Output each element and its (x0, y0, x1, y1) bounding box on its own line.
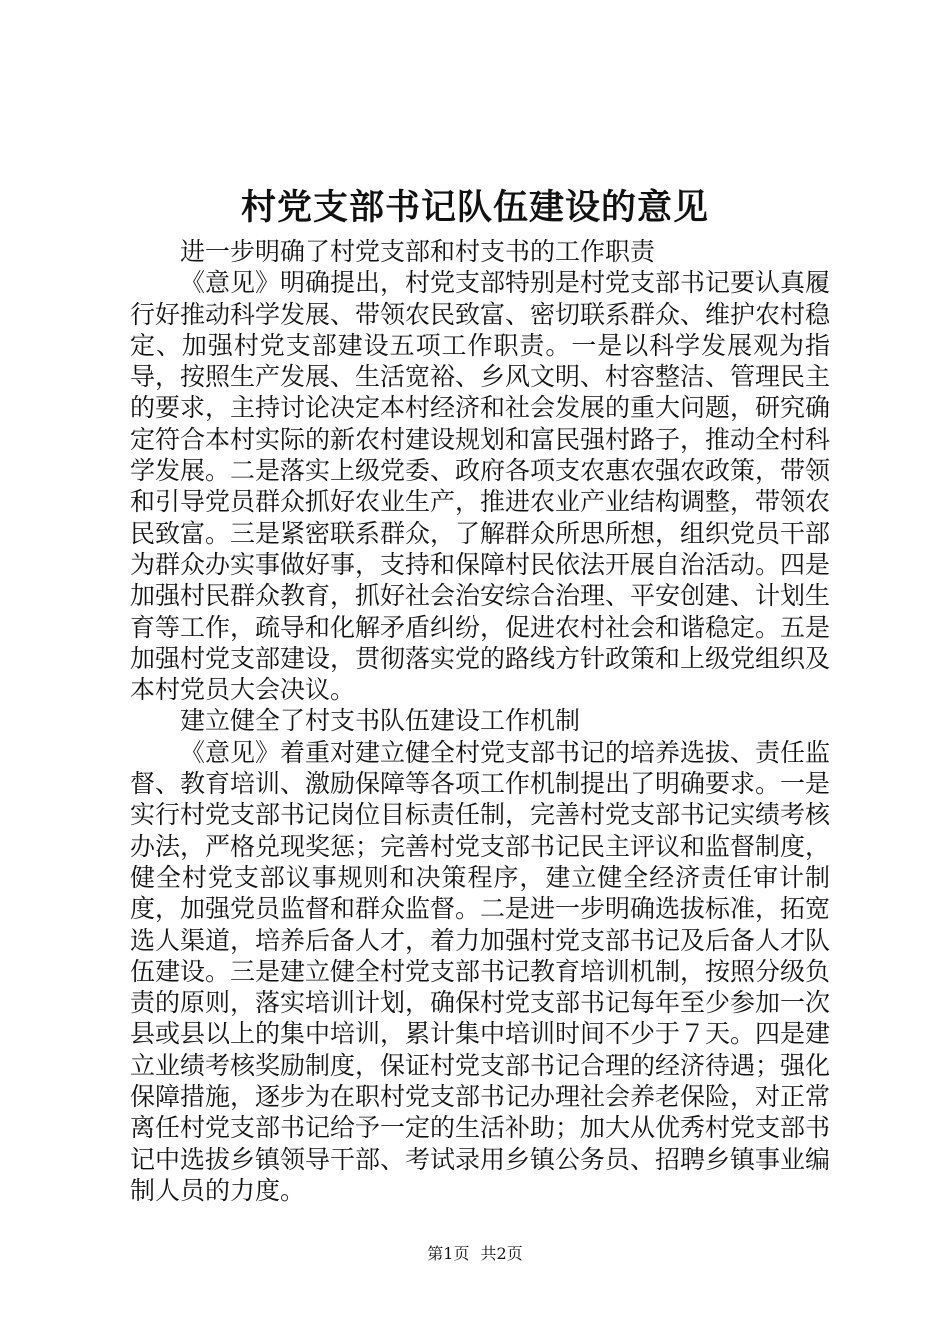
document-title: 村党支部书记队伍建设的意见 (240, 187, 709, 228)
document-body (130, 236, 830, 1206)
page-number-total: 共2页 (480, 1244, 523, 1263)
section-heading-mechanism: 建立健全了村支书队伍建设工作机制 (180, 706, 581, 736)
section-heading-duties: 进一步明确了村党支部和村支书的工作职责 (180, 237, 656, 266)
page-number-current: 第1页 (427, 1244, 470, 1263)
section-paragraph-mechanism: 《意见》着重对建立健全村党支部书记的培养选拔、责任监督、教育培训、激励保障等各项工作机制提出了明确要求。一是实行村党支部书记岗位目标责任制，完善村党支部书记实绩考核办法，严格兑现奖惩；完善村党支部书记民主评议和监督制度，健全村党支部议事规则和决策程序，建立健全经济责任审计制度，加强党员监督和群众监督。二是进一步明确选拔标准，拓宽选人渠道，培养后备人才，着力加强村党支部书记及后备人才队伍建设。三是建立健全村党支部书记教育培训机制，按照分级负责的原则，落实培训计划，确保村党支部书记每年至少参加一次县或县以上的集中培训，累计集中培训时间不少于７天。四是建立业绩考核奖励制度，保证村党支部书记合理的经济待遇；强化保障措施，逐步为在职村党支部书记办理社会养老保险，对正常离任村党支部书记给予一定的生活补助；加大从优秀村党支部书记中选拔乡镇领导干部、考试录用乡镇公务员、招聘乡镇事业编制人员的力度。 (130, 737, 831, 1205)
page-footer (0, 1244, 950, 1264)
section-paragraph-duties: 《意见》明确提出，村党支部特别是村党支部书记要认真履行好推动科学发展、带领农民致富、密切联系群众、维护农村稳定、加强村党支部建设五项工作职责。一是以科学发展观为指导，按照生产发展、生活宽裕、乡风文明、村容整洁、管理民主的要求，主持讨论决定本村经济和社会发展的重大问题，研究确定符合本村实际的新农村建设规划和富民强村路子，推动全村科学发展。二是落实上级党委、政府各项支农惠农强农政策，带领和引导党员群众抓好农业生产，推进农业产业结构调整，带领农民致富。三是紧密联系群众，了解群众所思所想，组织党员干部为群众办实事做好事，支持和保障村民依法开展自治活动。四是加强村民群众教育，抓好社会治安综合治理、平安创建、计划生育等工作，疏导和化解矛盾纠纷，促进农村社会和谐稳定。五是加强村党支部建设，贯彻落实党的路线方针政策和上级党组织及本村党员大会决议。 (130, 268, 831, 705)
